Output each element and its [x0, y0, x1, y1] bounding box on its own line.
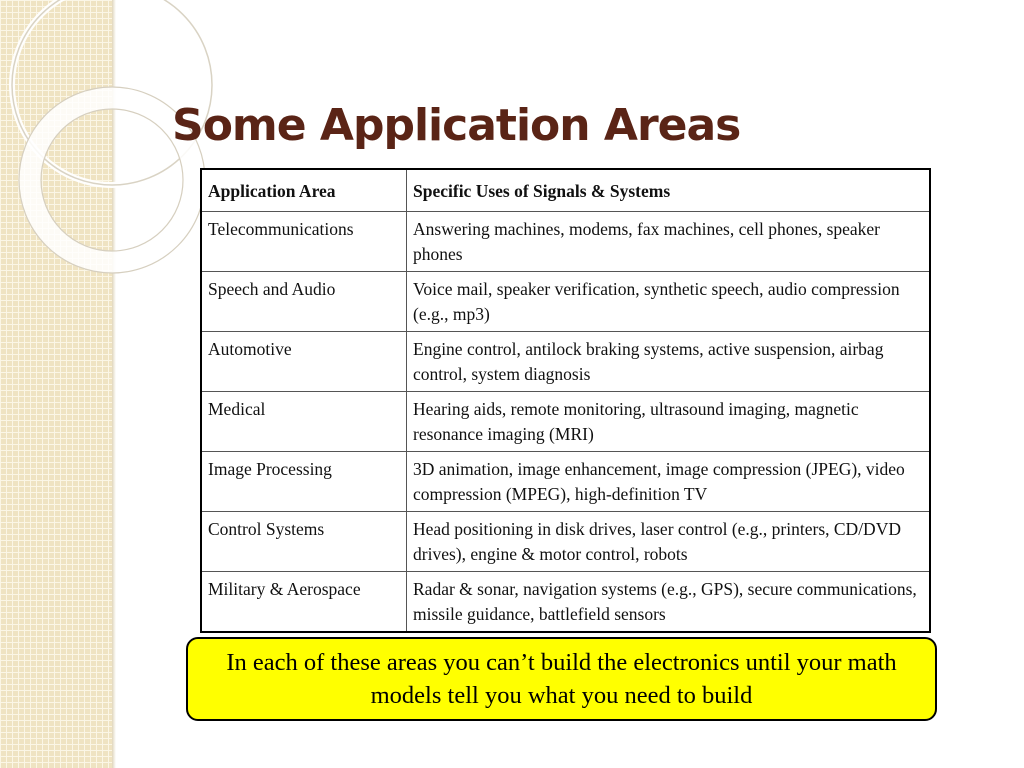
decorative-grid-panel: [0, 0, 112, 768]
slide-title: Some Application Areas: [172, 100, 741, 151]
callout-note-text: In each of these areas you can’t build the electronics until your math models tell you what you need to build: [226, 649, 897, 709]
area-cell: Medical: [201, 392, 407, 452]
uses-cell: Engine control, antilock braking systems, active suspension, airbag control, system diagnosis: [407, 332, 931, 392]
uses-cell: Answering machines, modems, fax machines, cell phones, speaker phones: [407, 212, 931, 272]
area-cell: Automotive: [201, 332, 407, 392]
area-cell: Telecommunications: [201, 212, 407, 272]
area-cell: Military & Aerospace: [201, 572, 407, 633]
header-application-area: Application Area: [201, 169, 407, 212]
uses-cell: Radar & sonar, navigation systems (e.g., GPS), secure communications, missile guidance, battlefield sensors: [407, 572, 931, 633]
table-row: [201, 332, 930, 392]
application-areas-table: [200, 168, 931, 633]
table-row: [201, 512, 930, 572]
table-header-row: [201, 169, 930, 212]
panel-shadow: [112, 0, 116, 768]
uses-cell: Hearing aids, remote monitoring, ultrasound imaging, magnetic resonance imaging (MRI): [407, 392, 931, 452]
uses-cell: 3D animation, image enhancement, image compression (JPEG), video compression (MPEG), high-definition TV: [407, 452, 931, 512]
uses-cell: Head positioning in disk drives, laser control (e.g., printers, CD/DVD drives), engine & motor control, robots: [407, 512, 931, 572]
callout-note: [186, 637, 937, 721]
table-row: [201, 212, 930, 272]
table-row: [201, 392, 930, 452]
uses-cell: Voice mail, speaker verification, synthetic speech, audio compression (e.g., mp3): [407, 272, 931, 332]
area-cell: Control Systems: [201, 512, 407, 572]
area-cell: Image Processing: [201, 452, 407, 512]
table-row: [201, 272, 930, 332]
table-row: [201, 452, 930, 512]
header-specific-uses: Specific Uses of Signals & Systems: [407, 169, 931, 212]
table-row: [201, 572, 930, 633]
area-cell: Speech and Audio: [201, 272, 407, 332]
